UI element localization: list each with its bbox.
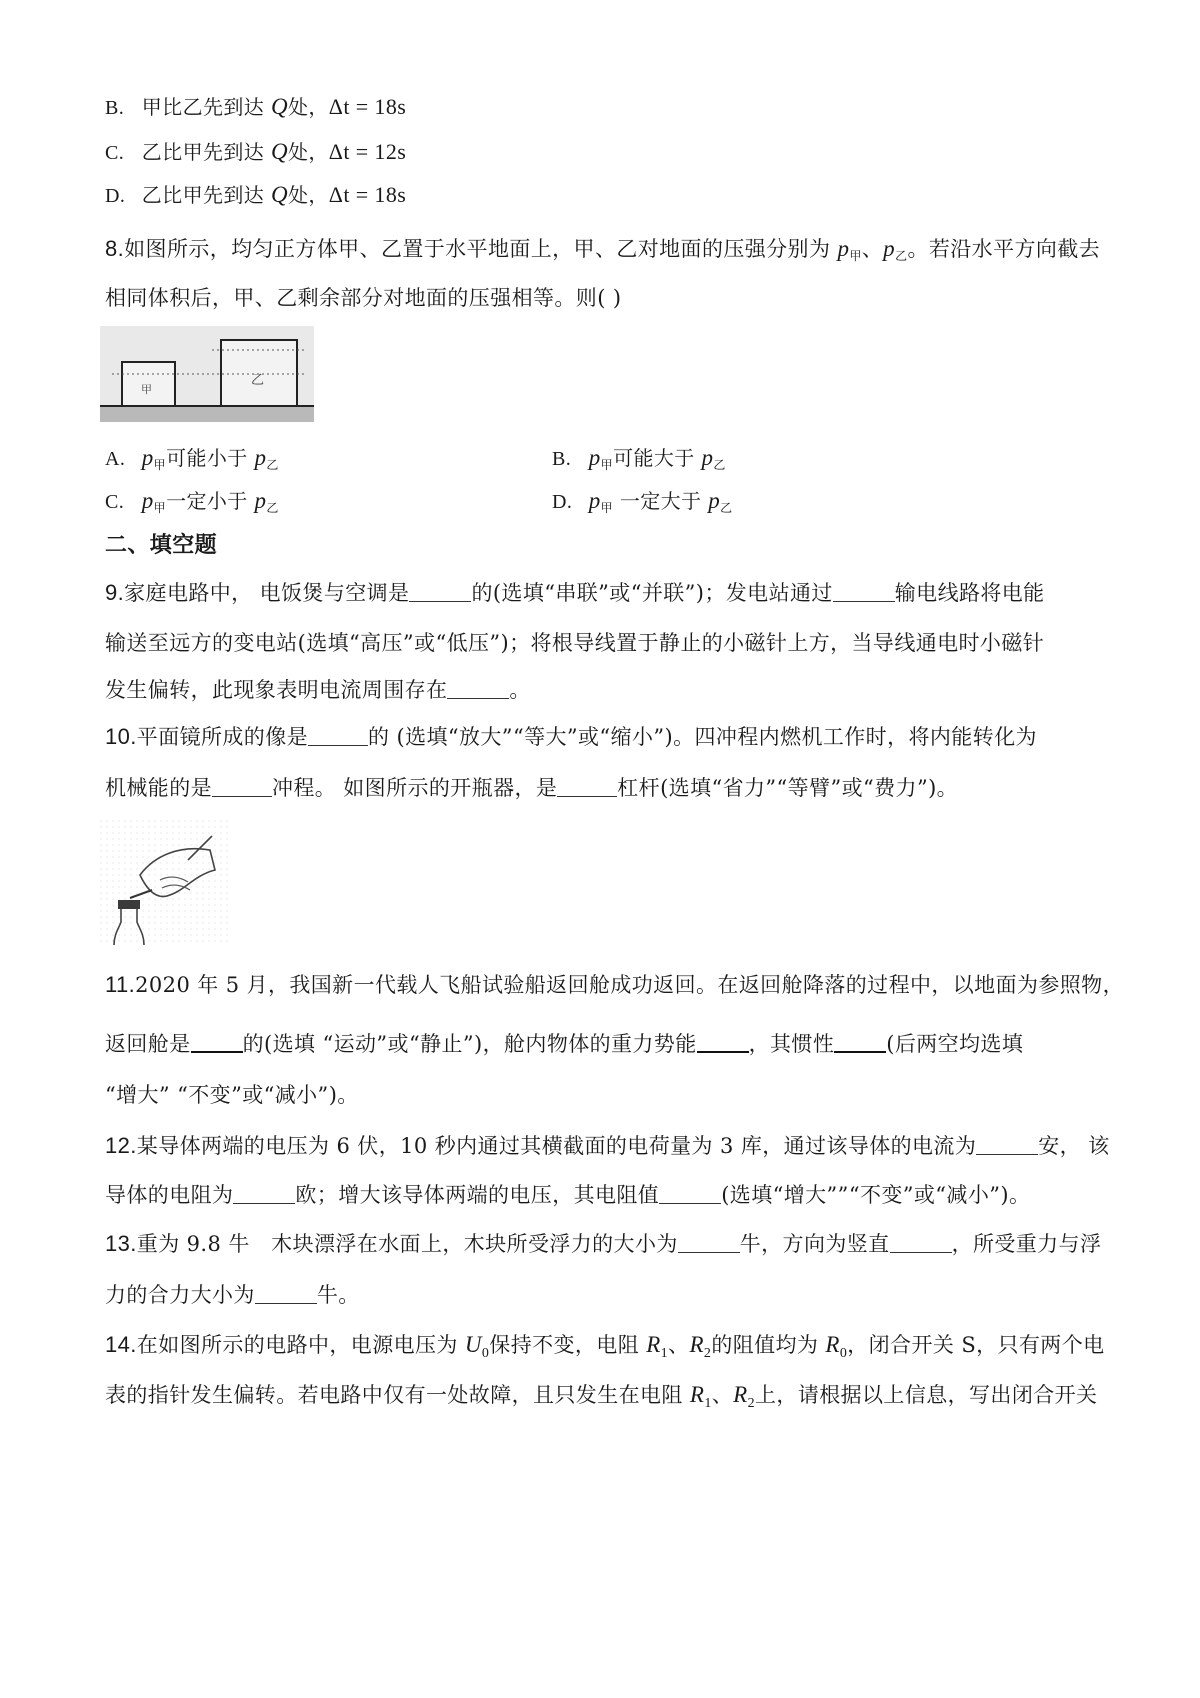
q8-option-b: B. $p_甲$可能大于 $p_乙$ xyxy=(552,445,726,472)
answer-blank[interactable] xyxy=(976,1134,1038,1155)
q9-line-2: 输送至远方的变电站(选填“高压”或“低压”)；将根导线置于静止的小磁针上方，当导线通电时小磁针 xyxy=(105,631,1045,655)
q11-line-2: 返回舱是 的(选填 “运动”或“静止”)，舱内物体的重力势能 ，其惯性 (后两空均选填 xyxy=(105,1032,1024,1056)
cube-yi-label: 乙 xyxy=(251,373,265,388)
q7-option-b: B. 甲比乙先到达 Q处，Δt = 18s xyxy=(105,94,407,119)
cube-jia-label: 甲 xyxy=(141,383,152,396)
answer-blank[interactable] xyxy=(308,725,368,746)
answer-blank[interactable] xyxy=(659,1183,721,1204)
q11-line-1: 11.2020 年 5 月，我国新一代载人飞船试验船返回舱成功返回。在返回舱降落的过程中，以地面为参照物， xyxy=(105,972,1124,997)
q13-line-1: 13.重为 9.8 牛 木块漂浮在水面上，木块所受浮力的大小为 牛，方向为竖直 ，所受重力与浮 xyxy=(105,1231,1102,1256)
q12-line-2: 导体的电阻为 欧；增大该导体两端的电压，其电阻值 (选填“增大””“不变”或“减小”)。 xyxy=(105,1183,1031,1207)
q8-option-d: D. $p_甲$ 一定大于 $p_乙$ xyxy=(552,488,733,515)
q12-line-1: 12.某导体两端的电压为 6 伏，10 秒内通过其横截面的电荷量为 3 库，通过该导体的电流为 安， 该 xyxy=(105,1133,1110,1158)
answer-blank[interactable] xyxy=(255,1283,317,1304)
q13-line-2: 力的合力大小为 牛。 xyxy=(105,1283,360,1307)
q10-line-1: 10.平面镜所成的像是 的 (选填“放大”“等大”或“缩小”)。四冲程内燃机工作时，将内能转化为 xyxy=(105,724,1037,749)
answer-blank[interactable] xyxy=(409,581,471,602)
bottle-cap xyxy=(118,900,140,909)
answer-blank[interactable] xyxy=(834,1031,886,1053)
answer-blank[interactable] xyxy=(447,678,509,699)
answer-blank[interactable] xyxy=(233,1183,295,1204)
answer-blank[interactable] xyxy=(833,581,895,602)
q8-cubes-figure xyxy=(100,326,314,422)
q9-line-3: 发生偏转，此现象表明电流周围存在 。 xyxy=(105,678,531,702)
q7-option-d: D. 乙比甲先到达 Q处，Δt = 18s xyxy=(105,182,407,207)
answer-blank[interactable] xyxy=(678,1232,740,1253)
answer-blank[interactable] xyxy=(557,776,617,797)
q7-option-c: C. 乙比甲先到达 Q处，Δt = 12s xyxy=(105,139,407,164)
q14-line-2: 表的指针发生偏转。若电路中仅有一处故障，且只发生在电阻 $R_1$、$R_2$上，请根据以上信息，写出闭合开关 xyxy=(105,1382,1098,1411)
section-heading-fill-in: 二、填空题 xyxy=(105,533,218,558)
q8-stem-line-2: 相同体积后，甲、乙剩余部分对地面的压强相等。则( ) xyxy=(105,286,622,310)
q11-line-3: “增大” “不变”或“减小”)。 xyxy=(105,1083,359,1107)
answer-blank[interactable] xyxy=(697,1031,749,1053)
q10-line-2: 机械能的是 冲程。 如图所示的开瓶器，是 杠杆(选填“省力”“等臂”或“费力”)。 xyxy=(105,776,959,800)
answer-blank[interactable] xyxy=(890,1232,952,1253)
q14-line-1: 14.在如图所示的电路中，电源电压为 $U_0$保持不变，电阻 $R_1$、$R_2$的阻值均为 $R_0$，闭合开关 S，只有两个电 xyxy=(105,1332,1105,1361)
answer-blank[interactable] xyxy=(191,1031,243,1053)
q8-stem-line-1: 8.如图所示，均匀正方体甲、乙置于水平地面上，甲、乙对地面的压强分别为 $p_甲$、$p_乙$。若沿水平方向截去 xyxy=(105,236,1101,263)
bottle-opener-figure xyxy=(100,820,230,945)
q9-line-1: 9.家庭电路中， 电饭煲与空调是 的(选填“串联”或“并联”)；发电站通过 输电线路将电能 xyxy=(105,580,1045,605)
q8-option-a: A. $p_甲$可能小于 $p_乙$ xyxy=(105,445,279,472)
answer-blank[interactable] xyxy=(212,776,272,797)
q8-option-c: C. $p_甲$一定小于 $p_乙$ xyxy=(105,488,279,515)
ground-hatching xyxy=(100,406,314,422)
